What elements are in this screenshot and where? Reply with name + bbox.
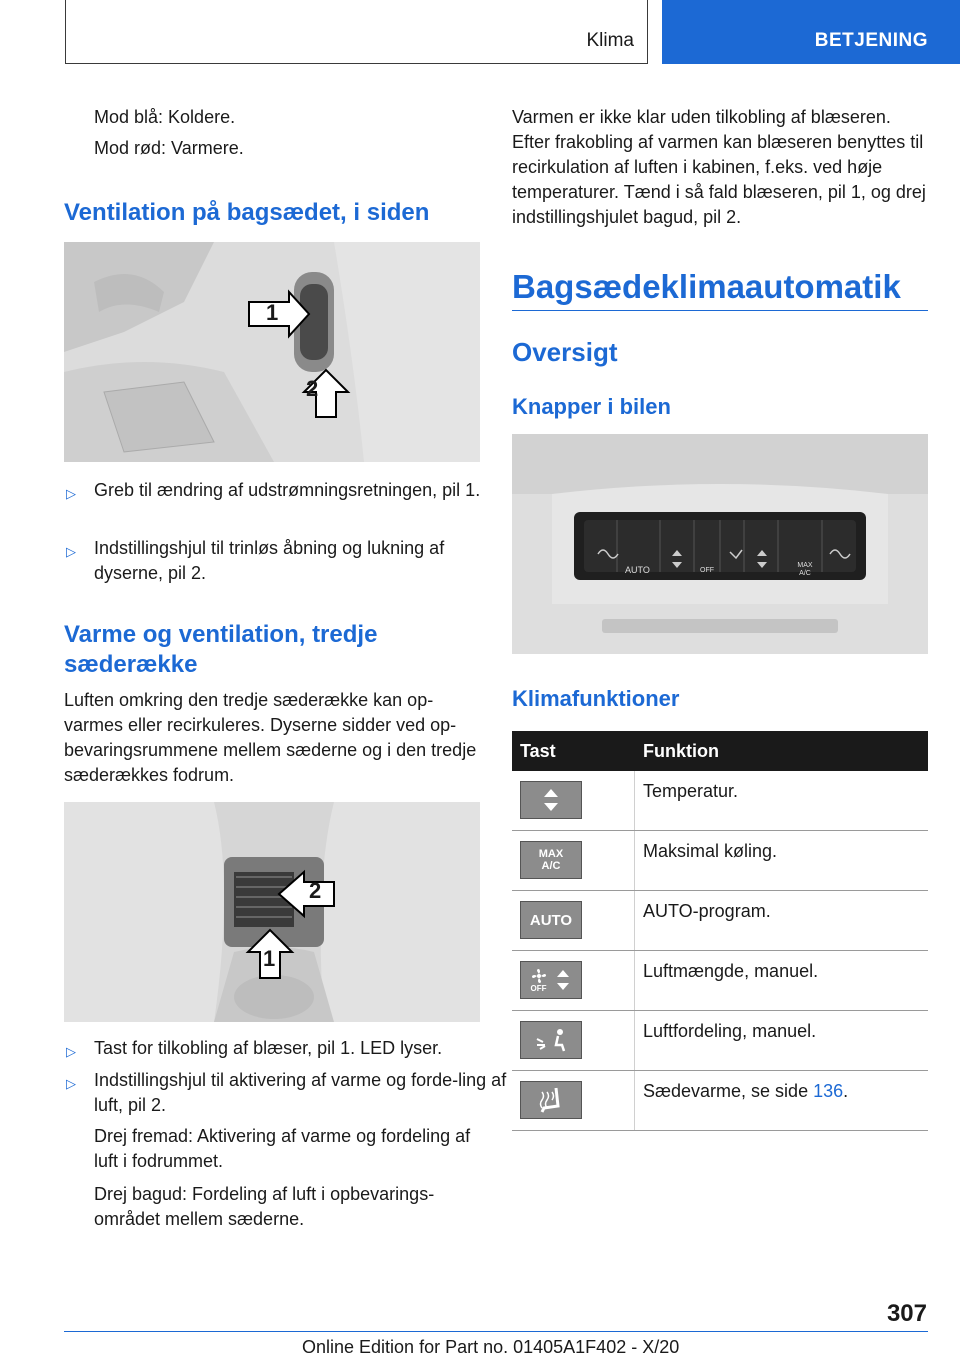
callout-label: 2 bbox=[306, 376, 319, 401]
photo-third-row-vent bbox=[64, 802, 480, 1022]
heading-main: Bagsædeklimaautomatik bbox=[512, 268, 901, 305]
sub-paragraph: Drej bagud: Fordeling af luft i opbevarings-området mellem sæderne. bbox=[94, 1184, 435, 1229]
panel-label-off: OFF bbox=[700, 567, 714, 574]
table-header bbox=[512, 731, 928, 771]
heading-third-row: Varme og ventilation, tredje sæderække bbox=[64, 621, 378, 678]
bullet-triangle-icon: ▷ bbox=[66, 1076, 76, 1091]
panel-label-auto: AUTO bbox=[625, 565, 650, 575]
chapter-title: BETJENING bbox=[814, 30, 928, 51]
callout-label: 1 bbox=[266, 300, 279, 325]
table-row bbox=[512, 831, 928, 891]
page-ref-link[interactable]: 136 bbox=[813, 1081, 844, 1101]
bullet-triangle-icon: ▷ bbox=[66, 544, 76, 559]
paragraph: Varmen er ikke klar uden tilkobling af blæseren. Efter frakobling af varmen kan blæseren benyttes til recirkulation af luften i kabinen, f.eks. ved høje temperaturer. Tænd i så fald blæseren, pil 1, og drej indstillingshjulet bagud, pil 2. bbox=[512, 107, 926, 227]
callout-label: 2 bbox=[309, 878, 322, 903]
seat-heating-icon bbox=[520, 1081, 582, 1119]
section-title: Klima bbox=[586, 30, 634, 51]
function-text: Temperatur. bbox=[643, 781, 739, 801]
list-item: ▷ Indstillingshjul til aktivering af varme og forde-ling af luft, pil 2. bbox=[66, 1070, 507, 1115]
table-row bbox=[512, 951, 928, 1011]
function-text: AUTO-program. bbox=[643, 901, 771, 921]
paragraph: Luften omkring den tredje sæderække kan op-varmes eller recirkuleres. Dyserne sidder ved op-bevaringsrummene mellem sæderne og i den tredje sæderækkes fodrum. bbox=[64, 690, 477, 785]
footer-rule bbox=[64, 1331, 928, 1332]
header-frame bbox=[65, 0, 648, 64]
max-ac-icon: MAX A/C bbox=[520, 841, 582, 879]
table-row bbox=[512, 771, 928, 831]
heading-functions: Klimafunktioner bbox=[512, 686, 680, 711]
sub-paragraph: Drej fremad: Aktivering af varme og fordeling af luft i fodrummet. bbox=[94, 1126, 471, 1171]
function-text: Sædevarme, se side 136. bbox=[643, 1081, 849, 1101]
heading-buttons: Knapper i bilen bbox=[512, 394, 671, 419]
bullet-triangle-icon: ▷ bbox=[66, 1044, 76, 1059]
intro-line: Mod blå: Koldere. bbox=[94, 107, 236, 127]
air-distribution-icon bbox=[520, 1021, 582, 1059]
list-item: ▷ Greb til ændring af udstrømningsretningen, pil 1. bbox=[64, 478, 510, 503]
table-row bbox=[512, 1011, 928, 1071]
chapter-tab[interactable] bbox=[662, 0, 960, 64]
heading-side-ventilation: Ventilation på bagsædet, i siden bbox=[64, 199, 430, 226]
temperature-arrows-icon bbox=[520, 781, 582, 819]
table-row bbox=[512, 891, 928, 951]
photo-side-vent bbox=[64, 242, 480, 462]
function-text: Maksimal køling. bbox=[643, 841, 778, 861]
page-number: 307 bbox=[886, 1300, 927, 1327]
photo-control-panel bbox=[512, 434, 928, 654]
auto-icon: AUTO bbox=[520, 901, 582, 939]
table-row bbox=[512, 1071, 928, 1131]
col-header-key: Tast bbox=[520, 741, 556, 761]
heading-overview: Oversigt bbox=[512, 337, 618, 367]
list-item: ▷ Indstillingshjul til trinløs åbning og lukning af dyserne, pil 2. bbox=[66, 538, 445, 583]
climate-functions-table bbox=[512, 731, 928, 1131]
list-item: ▷ Tast for tilkobling af blæser, pil 1. LED lyser. bbox=[64, 1036, 510, 1061]
heading-rule bbox=[512, 310, 928, 311]
function-text: Luftfordeling, manuel. bbox=[643, 1021, 817, 1041]
edition-note: Online Edition for Part no. 01405A1F402 - X/20 bbox=[302, 1337, 680, 1357]
intro-line: Mod rød: Varmere. bbox=[94, 138, 244, 158]
col-header-function: Funktion bbox=[643, 741, 719, 761]
fan-off-icon: OFF bbox=[520, 961, 582, 999]
panel-label-max-ac: MAX A/C bbox=[797, 562, 813, 577]
function-text: Luftmængde, manuel. bbox=[643, 961, 819, 981]
bullet-triangle-icon: ▷ bbox=[66, 486, 76, 501]
callout-label: 1 bbox=[263, 946, 276, 971]
